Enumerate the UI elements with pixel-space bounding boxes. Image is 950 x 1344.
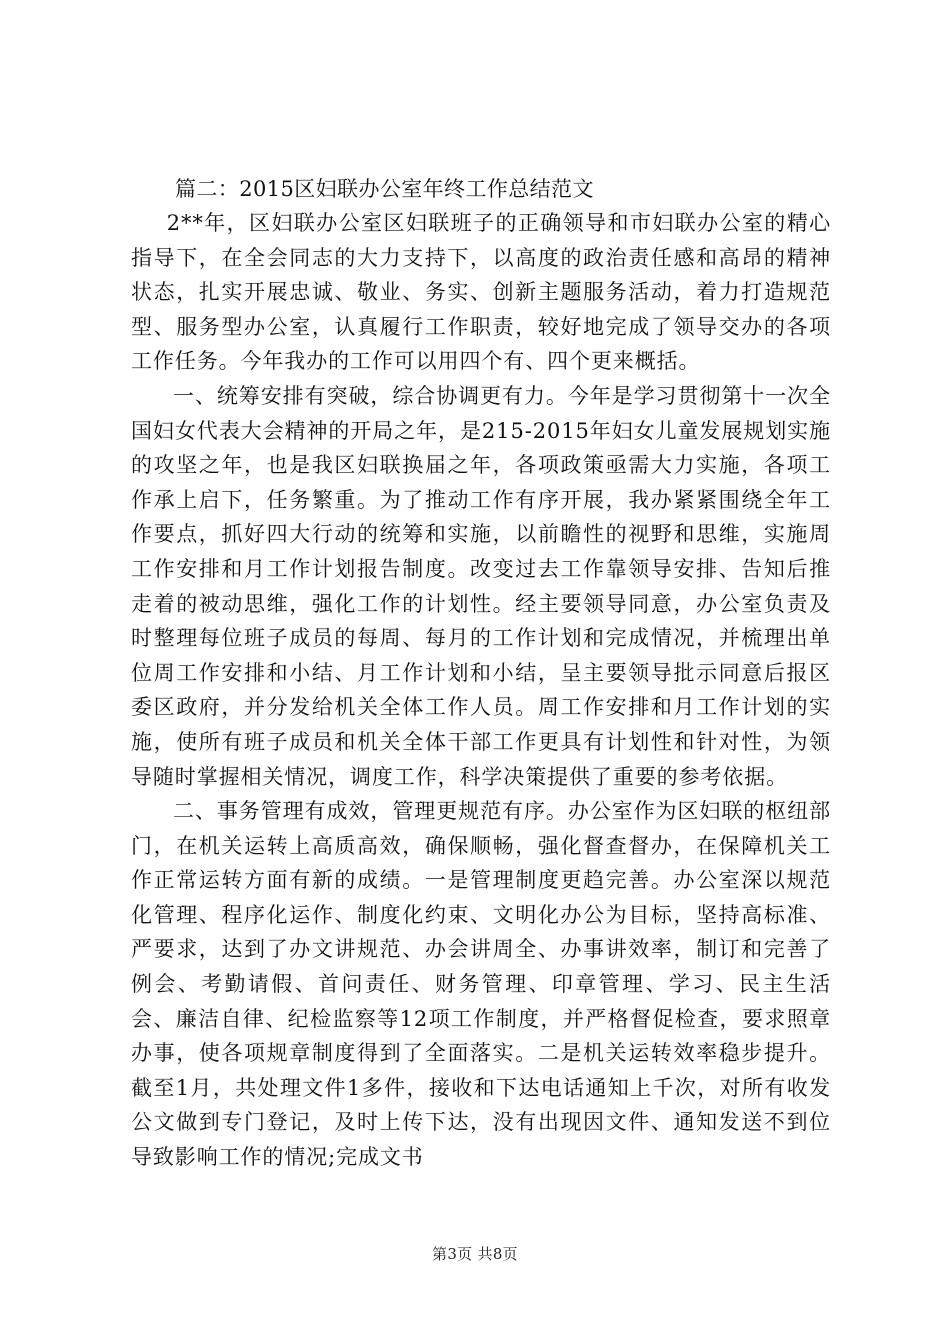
page-number-footer: 第3页 共8页 [432, 1245, 518, 1263]
document-body [131, 172, 831, 1175]
paragraph-intro: 2**年，区妇联办公室区妇联班子的正确领导和市妇联办公室的精心指导下，在全会同志的大力支持下，以高度的政治责任感和高昂的精神状态，扎实开展忠诚、敬业、务实、创新主题服务活动，着力打造规范型、服务型办公室，认真履行工作职责，较好地完成了领导交办的各项工作任务。今年我办的工作可以用四个有、四个更来概括。 [131, 211, 831, 374]
paragraph-section-two: 二、事务管理有成效，管理更规范有序。办公室作为区妇联的枢纽部门，在机关运转上高质高效，确保顺畅，强化督查督办，在保障机关工作正常运转方面有新的成绩。一是管理制度更趋完善。办公室深以规范化管理、程序化运作、制度化约束、文明化办公为目标，坚持高标准、严要求，达到了办文讲规范、办会讲周全、办事讲效率，制订和完善了例会、考勤请假、首问责任、财务管理、印章管理、学习、民主生活会、廉洁自律、纪检监察等12项工作制度，并严格督促检查，要求照章办事，使各项规章制度得到了全面落实。二是机关运转效率稳步提升。截至1月，共处理文件1多件，接收和下达电话通知上千次，对所有收发公文做到专门登记，及时上传下达，没有出现因文件、通知发送不到位导致影响工作的情况;完成文书 [131, 799, 831, 1170]
document-title: 篇二：2015区妇联办公室年终工作总结范文 [175, 177, 594, 201]
paragraph-section-one: 一、统筹安排有突破，综合协调更有力。今年是学习贯彻第十一次全国妇女代表大会精神的开局之年，是215-2015年妇女儿童发展规划实施的攻坚之年，也是我区妇联换届之年，各项政策亟需大力实施，各项工作承上启下，任务繁重。为了推动工作有序开展，我办紧紧围绕全年工作要点，抓好四大行动的统筹和实施，以前瞻性的视野和思维，实施周工作安排和月工作计划报告制度。改变过去工作靠领导安排、告知后推走着的被动思维，强化工作的计划性。经主要领导同意，办公室负责及时整理每位班子成员的每周、每月的工作计划和完成情况，并梳理出单位周工作安排和小结、月工作计划和小结，呈主要领导批示同意后报区委区政府，并分发给机关全体工作人员。周工作安排和月工作计划的实施，使所有班子成员和机关全体干部工作更具有计划性和针对性，为领导随时掌握相关情况，调度工作，科学决策提供了重要的参考依据。 [131, 383, 831, 789]
